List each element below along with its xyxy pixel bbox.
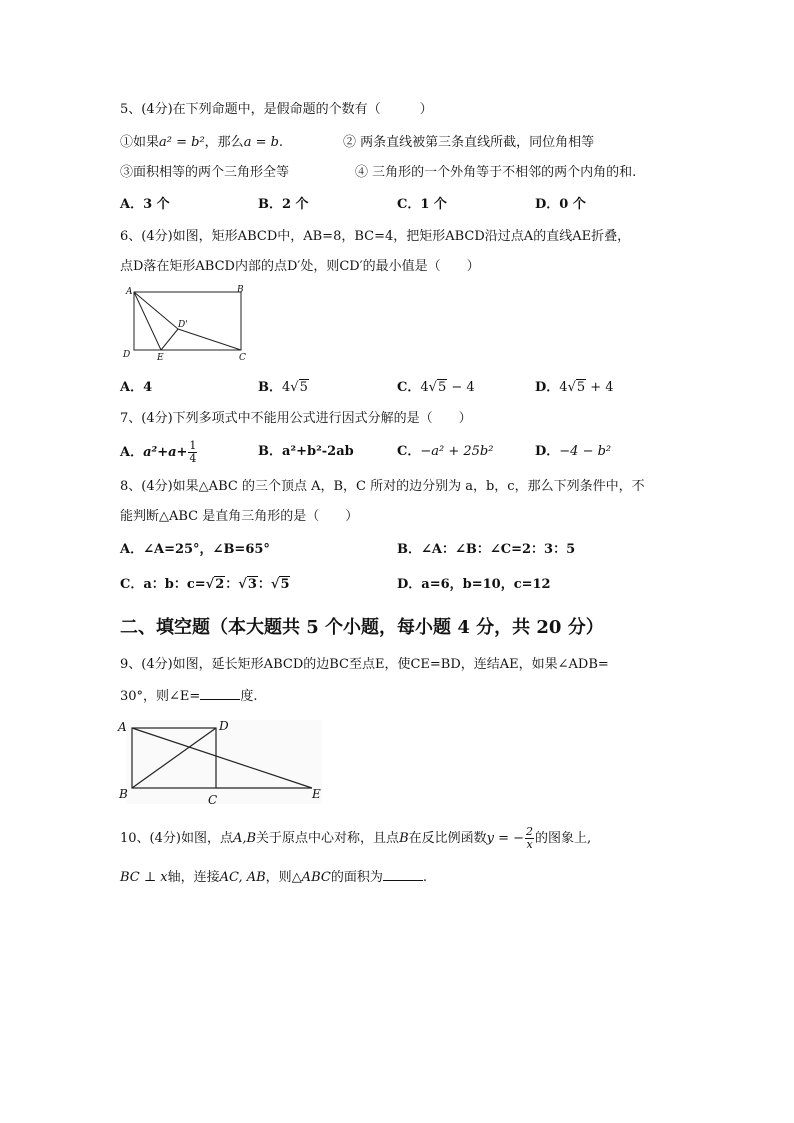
q5-statement-3: ③面积相等的两个三角形全等 xyxy=(120,165,290,180)
q9-label-d: D xyxy=(219,719,229,733)
q6-label-b: B xyxy=(237,285,244,295)
q9-label-a: A xyxy=(118,720,127,734)
q5-statement-1: ①如果a² = b²，那么a = b. xyxy=(120,135,284,150)
q9-label-c: C xyxy=(208,793,218,807)
q6-label-d-prime: D' xyxy=(178,320,188,330)
q6-option-b: B．4√5 xyxy=(258,380,308,395)
q5-option-b: B．2 个 xyxy=(258,197,309,212)
q7-stem: 7、(4分)下列多项式中不能用公式进行因式分解的是（ ） xyxy=(120,411,472,426)
q8-stem-line1: 8、(4分)如果△ABC 的三个顶点 A，B，C 所对的边分别为 a，b，c，那么下列条件中，不 xyxy=(120,479,645,494)
q7-option-a-fraction: $\frac{1}{4}$ xyxy=(189,439,197,465)
q8-option-b: B．∠A：∠B：∠C=2：3：5 xyxy=(397,542,576,557)
q6-option-c: C．4√5 − 4 xyxy=(397,380,475,395)
q5-option-c: C．1 个 xyxy=(397,197,447,212)
q6-figure xyxy=(118,283,254,363)
q10-fraction: $\frac{2}{x}$ xyxy=(526,825,534,851)
q6-option-a: A．4 xyxy=(120,380,153,395)
q9-answer-blank[interactable] xyxy=(200,687,240,700)
q5-option-a: A．3 个 xyxy=(120,197,170,212)
q5-stem: 5、(4分)在下列命题中，是假命题的个数有（ ） xyxy=(120,102,433,117)
q8-option-a: A．∠A=25°，∠B=65° xyxy=(120,542,270,557)
q10-stem-line1: 10、(4分)如图，点A,B关于原点中心对称，且点B在反比例函数y = − $\frac{2}{x}$ 的图象上, xyxy=(120,825,592,851)
q7-option-c: C．−a² + 25b² xyxy=(397,444,494,459)
q6-option-d: D．4√5 + 4 xyxy=(535,380,614,395)
q6-cd-prime xyxy=(178,329,241,350)
q5-option-d: D．0 个 xyxy=(535,197,586,212)
q8-option-d: D．a=6，b=10，c=12 xyxy=(397,577,551,592)
q9-figure xyxy=(116,716,326,808)
q7-option-b: B．a²+b²-2ab xyxy=(258,444,354,459)
q6-ed-prime xyxy=(161,329,178,350)
q10-stem-line2: BC ⊥ x轴，连接AC, AB，则△ABC的面积为 . xyxy=(120,870,427,885)
section-2-heading: 二、填空题（本大题共 5 个小题，每小题 4 分，共 20 分） xyxy=(120,617,604,638)
q10-answer-blank[interactable] xyxy=(383,868,423,881)
q5-statement-2: ② 两条直线被第三条直线所截，同位角相等 xyxy=(343,135,595,150)
q9-stem-line1: 9、(4分)如图，延长矩形ABCD的边BC至点E，使CE=BD，连结AE，如果∠ADB= xyxy=(120,657,609,672)
q8-stem-line2: 能判断△ABC 是直角三角形的是（ ） xyxy=(120,509,359,524)
q9-stem-line2: 30°，则∠E= 度. xyxy=(120,689,258,704)
q6-ad-prime xyxy=(134,292,178,329)
q6-label-e: E xyxy=(157,353,164,363)
q9-label-b: B xyxy=(119,787,128,801)
q7-option-d: D．−4 − b² xyxy=(535,444,612,459)
q6-label-a: A xyxy=(126,287,133,297)
q6-stem-line2: 点D落在矩形ABCD内部的点D′处，则CD′的最小值是（ ） xyxy=(120,259,480,274)
q8-option-c: C．a：b：c=√2：√3：√5 xyxy=(120,577,290,592)
q6-stem-line1: 6、(4分)如图，矩形ABCD中，AB=8，BC=4，把矩形ABCD沿过点A的直线AE折叠， xyxy=(120,229,631,244)
q7-option-a: A．a²+a+ $\frac{1}{4}$ xyxy=(120,439,197,465)
q6-fold-ae xyxy=(134,292,161,350)
q6-label-d: D xyxy=(123,350,131,360)
q5-statement-4: ④ 三角形的一个外角等于不相邻的两个内角的和. xyxy=(355,165,637,180)
q6-label-c: C xyxy=(239,353,246,363)
q9-label-e: E xyxy=(312,787,321,801)
